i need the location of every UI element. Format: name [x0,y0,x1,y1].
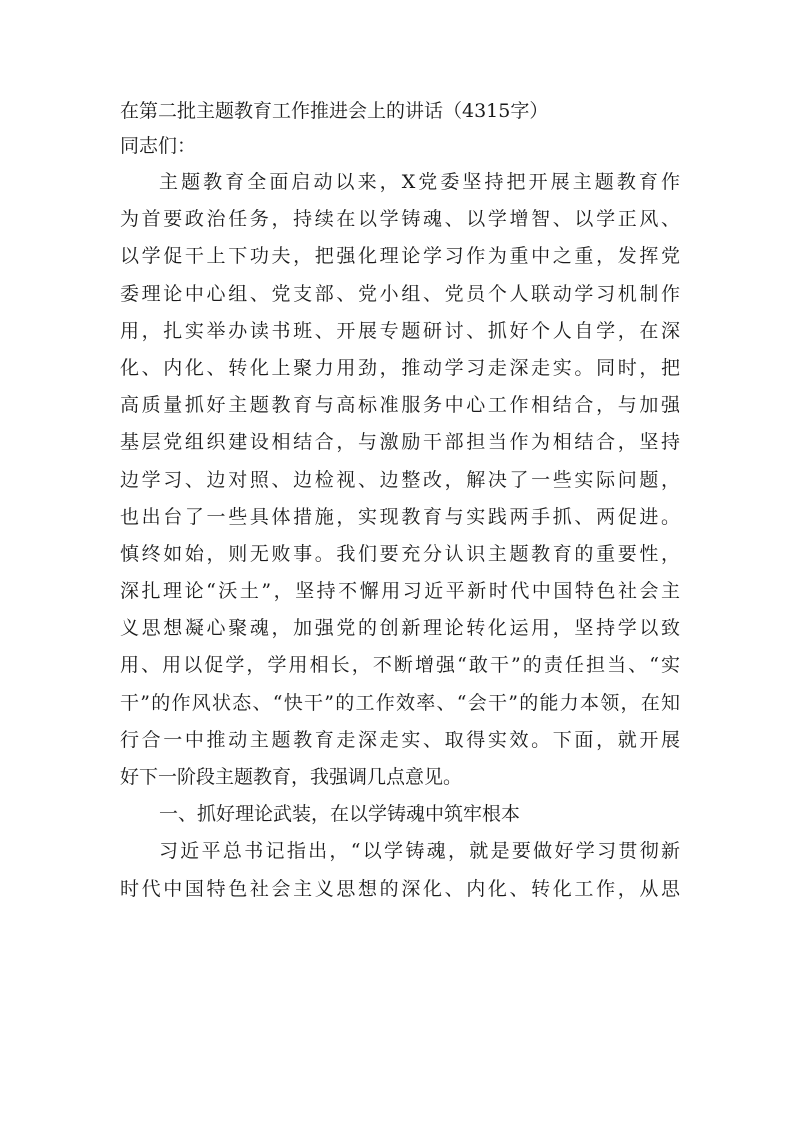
paragraph-line: 行合一中推动主题教育走深走实、取得实效。下面，就开展 [120,728,680,751]
paragraph-line: 为首要政治任务，持续在以学铸魂、以学增智、以学正风、 [120,208,680,231]
paragraph-line: 用，扎实举办读书班、开展专题研讨、抓好个人自学，在深 [120,319,680,342]
paragraph-line: 慎终如始，则无败事。我们要充分认识主题教育的重要性， [120,542,680,565]
paragraph-line: 深扎理论“沃土”，坚持不懈用习近平新时代中国特色社会主 [120,580,680,603]
paragraph-line: 好下一阶段主题教育，我强调几点意见。 [120,766,463,788]
paragraph-line: 化、内化、转化上聚力用劲，推动学习走深走实。同时，把 [120,356,680,379]
document-title: 在第二批主题教育工作推进会上的讲话（4315字） [120,100,549,122]
paragraph-line: 以学促干上下功夫，把强化理论学习作为重中之重，发挥党 [120,245,680,268]
paragraph-line: 基层党组织建设相结合，与激励干部担当作为相结合，坚持 [120,431,680,454]
intro-paragraph [120,164,680,796]
paragraph-line: 委理论中心组、党支部、党小组、党员个人联动学习机制作 [120,282,680,305]
paragraph-line: 习近平总书记指出，“以学铸魂，就是要做好学习贯彻新 [159,840,680,863]
paragraph-line: 高质量抓好主题教育与高标准服务中心工作相结合，与加强 [120,394,680,417]
section-one-paragraph [120,833,680,907]
salutation: 同志们： [120,135,197,157]
document-body [120,94,680,908]
paragraph-line: 边学习、边对照、边检视、边整改，解决了一些实际问题， [120,468,680,491]
paragraph-line: 干”的作风状态、“快干”的工作效率、“会干”的能力本领，在知 [120,691,680,714]
paragraph-line: 时代中国特色社会主义思想的深化、内化、转化工作，从思 [120,877,680,900]
section-heading: 一、抓好理论武装，在以学铸魂中筑牢根本 [159,803,521,826]
paragraph-line: 也出台了一些具体措施，实现教育与实践两手抓、两促进。 [120,505,680,528]
paragraph-line: 主题教育全面启动以来，X党委坚持把开展主题教育作 [159,171,680,193]
paragraph-line: 义思想凝心聚魂，加强党的创新理论转化运用，坚持学以致 [120,617,680,640]
paragraph-line: 用、用以促学，学用相长，不断增强“敢干”的责任担当、“实 [120,654,680,677]
